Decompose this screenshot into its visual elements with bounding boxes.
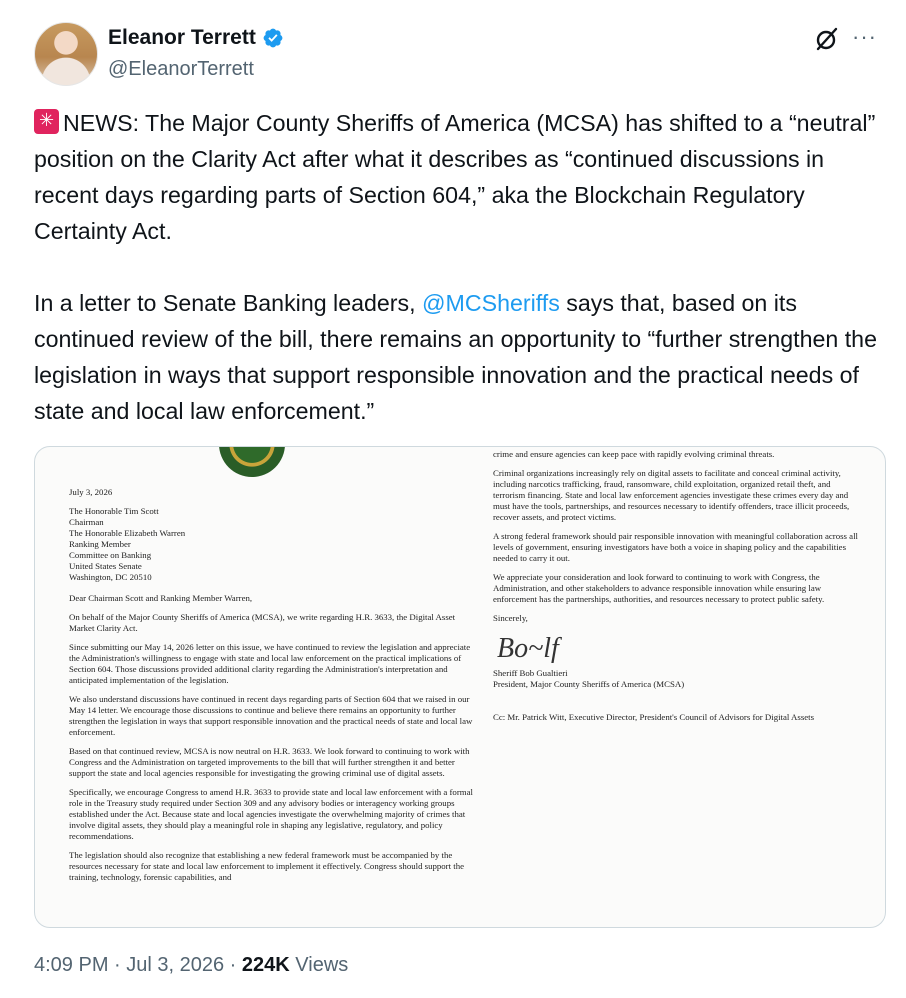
letter-cc: Cc: Mr. Patrick Witt, Executive Director, President's Council of Advisors for Digital Assets [493, 712, 815, 722]
author-display-name[interactable]: Eleanor Terrett [108, 26, 256, 49]
letter-salutation: Dear Chairman Scott and Ranking Member Warren, [69, 593, 253, 603]
address-line: United States Senate [69, 561, 142, 571]
address-line: Ranking Member [69, 539, 131, 549]
address-line: The Honorable Elizabeth Warren [69, 528, 186, 538]
letter-right-column [493, 449, 859, 731]
address-line: Chairman [69, 517, 104, 527]
tweet-text [34, 105, 884, 429]
tweet-paragraph-2-pre: In a letter to Senate Banking leaders, [34, 290, 422, 316]
meta-separator: · [108, 954, 127, 976]
author-name-row [108, 26, 284, 50]
letter-paragraph: On behalf of the Major County Sheriffs of America (MCSA), we write regarding H.R. 3633, the Digital Asset Market Clarity Act. [69, 612, 456, 633]
views-label: Views [295, 954, 349, 976]
tweet-paragraph-2 [34, 285, 884, 429]
letter-image[interactable] [34, 446, 886, 928]
letter-paragraph: Since submitting our May 14, 2026 letter on this issue, we have continued to review the legislation and appreciate the Administration's willingness to engage with state and local law enforcement on the practical implications of Section 604. Those discussions provided additional clarity regarding the Administration's interpretation and anticipated implementation of the legislation. [69, 642, 471, 685]
grok-icon[interactable] [814, 26, 840, 52]
avatar[interactable] [34, 22, 98, 86]
letter-paragraph: Based on that continued review, MCSA is now neutral on H.R. 3633. We look forward to continuing to work with Congress and the Administration on targeted improvements to the bill that will further strengthen it and better support the state and local agencies responsible for investigating the growing criminal use of digital assets. [69, 746, 470, 778]
letter-left-column [69, 487, 473, 891]
signer-block [493, 668, 859, 690]
views-count: 224K [241, 954, 290, 976]
verified-badge-icon [262, 27, 284, 49]
letter-paragraph: crime and ensure agencies can keep pace with rapidly evolving criminal threats. [493, 449, 775, 459]
letter-date: July 3, 2026 [69, 487, 113, 497]
address-line: Washington, DC 20510 [69, 572, 152, 582]
address-line: The Honorable Tim Scott [69, 506, 159, 516]
tweet-paragraph-1 [34, 105, 884, 249]
letter-paragraph: Specifically, we encourage Congress to amend H.R. 3633 to provide state and local law enforcement with a formal role in the Treasury study required under Section 309 and any advisory bodies or interagency working groups established under the Act. Because state and local agencies investigate the overwhelming majority of crimes that involve digital assets, they should play a meaningful role in shaping any legislative, regulatory, and policy recommendations. [69, 787, 473, 841]
signer-title: President, Major County Sheriffs of America (MCSA) [493, 679, 685, 689]
tweet-paragraph-1-text: NEWS: The Major County Sheriffs of America (MCSA) has shifted to a “neutral” position on the Clarity Act after what it describes as “continued discussions in recent days regarding parts of Section 604,” aka the Blockchain Regulatory Certainty Act. [34, 110, 876, 244]
letter-address [69, 506, 473, 583]
tweet-date[interactable]: Jul 3, 2026 [126, 954, 225, 976]
letter-paragraph: The legislation should also recognize that establishing a new federal framework must be accompanied by the resources necessary for state and local law enforcement to implement it effectively. Congress should support the training, technology, forensic capabilities, and [69, 850, 465, 882]
siren-emoji-icon [34, 109, 59, 134]
mcsa-seal-logo [219, 446, 285, 477]
tweet-meta [34, 954, 348, 977]
mention-link[interactable]: @MCSheriffs [422, 290, 560, 316]
letter-paragraph: A strong federal framework should pair responsible innovation with meaningful collaboration across all levels of government, ensuring investigators have both a voice in shaping policy and the capabilities needed to carry it out. [493, 531, 858, 563]
meta-separator: · [224, 954, 242, 976]
more-icon[interactable]: ··· [852, 24, 877, 49]
signer-name: Sheriff Bob Gualtieri [493, 668, 568, 678]
handwritten-signature: Bo~lf [497, 633, 559, 664]
letter-paragraph: Criminal organizations increasingly rely on digital assets to facilitate and conceal criminal activity, including narcotics trafficking, fraud, ransomware, child exploitation, organized retail theft, and terrorism financing. State and local law enforcement agencies investigate these crimes every day and must have the tools, partnerships, and resources necessary to identify offenders, trace illicit proceeds, recover assets, and protect victims. [493, 468, 850, 522]
tweet-time[interactable]: 4:09 PM [34, 954, 109, 976]
letter-paragraph: We also understand discussions have continued in recent days regarding parts of Section 604 that we raised in our May 14 letter. We encourage those discussions to continue and believe there remains an opportunity to further strengthen the legislation in ways that support responsible innovation and the practical needs of state and local law enforcement. [69, 694, 473, 737]
author-handle[interactable]: @EleanorTerrett [108, 58, 254, 80]
address-line: Committee on Banking [69, 550, 152, 560]
letter-paragraph: We appreciate your consideration and look forward to continuing to work with Congress, the Administration, and other stakeholders to advance responsible innovation while ensuring law enforcement has the partnerships, authorities, and resources necessary to protect public safety. [493, 572, 825, 604]
tweet-paragraph-2-post: says that, based on its continued review of the bill, there remains an opportunity to “further strengthen the legislation in ways that support responsible innovation and the practical needs of state and local law enforcement.” [34, 290, 877, 424]
letter-closing: Sincerely, [493, 613, 528, 623]
